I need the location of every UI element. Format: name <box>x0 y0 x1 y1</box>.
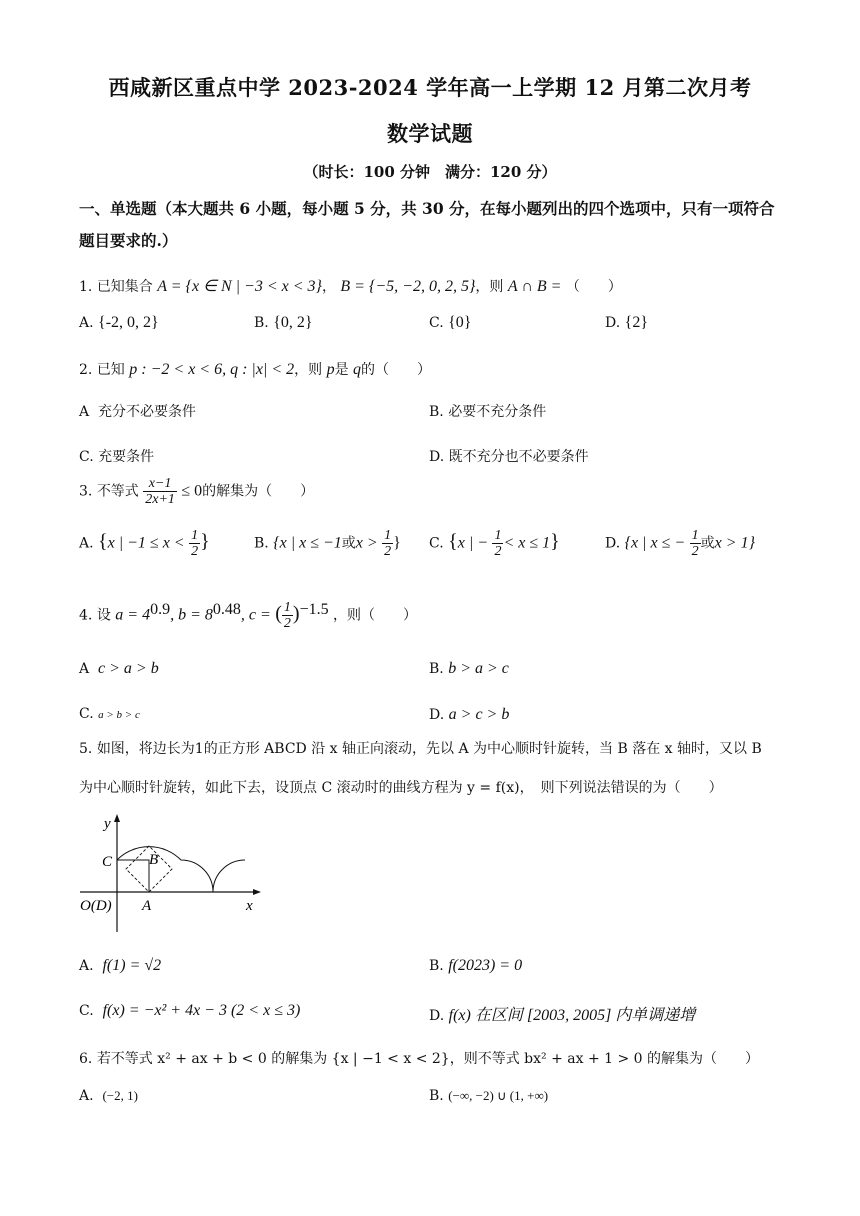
q1-expression: A ∩ B = <box>507 278 562 295</box>
q1-option-b[interactable]: B. {0, 2} <box>254 314 313 331</box>
exam-subject: 数学试题 <box>387 121 473 146</box>
q6-option-b[interactable]: B. (−∞, −2) ∪ (1, +∞) <box>429 1088 549 1104</box>
question-4: 4. 设 $a = 4^{0.9}$, $b = 8^{0.48}$, c = ( $\frac{1}{2}$ )$^{-1.5}$ ，则（ ） <box>79 600 418 631</box>
q3-option-a[interactable]: A. {x | −1 ≤ x < $\frac{1}{2}$ } <box>79 528 210 559</box>
q4-option-a[interactable]: A c > a > b <box>79 660 159 677</box>
x-axis-arrow <box>253 889 261 895</box>
q3-option-b[interactable]: B. {x | x ≤ −1或x > $\frac{1}{2}$ } <box>254 528 401 559</box>
fig-label-origin: O(D) <box>80 898 112 914</box>
question-3: 3. 不等式 $\frac{x-1}{2x+1}$ ≤ 0的解集为（ ） <box>79 476 315 507</box>
y-axis-arrow <box>114 814 120 822</box>
q1-set-a: A = {x ∈ N | −3 < x < 3} <box>157 278 322 295</box>
question-6: 6. 若不等式 x² + ax + b < 0 的解集为 {x | −1 < x < 2}，则不等式 bx² + ax + 1 > 0 的解集为（ ） <box>79 1051 760 1067</box>
question-1: 1. 已知集合 A = {x ∈ N | −3 < x < 3}， B = {−5, −2, 0, 2, 5}，则 A ∩ B = （ ） <box>79 278 622 295</box>
q5-figure <box>76 812 266 937</box>
q4-option-b[interactable]: B. b > a > c <box>429 660 509 677</box>
q2-option-d[interactable]: D. 既不充分也不必要条件 <box>429 449 589 465</box>
q4-option-c[interactable]: C. a > b > c <box>79 706 140 722</box>
q2-option-a[interactable]: A 充分不必要条件 <box>79 404 197 420</box>
q2-condition: p : −2 < x < 6, q : |x| < 2 <box>129 361 295 378</box>
roll-curve <box>117 847 245 892</box>
exam-duration-score: （时长：100 分钟 满分：120 分） <box>303 163 557 181</box>
q1-option-c[interactable]: C. {0} <box>429 314 472 331</box>
fig-label-c: C <box>102 854 113 870</box>
question-5-line2: 为中心顺时针旋转，如此下去，设顶点 C 滚动时的曲线方程为 y = f(x)， 则下列说法错误的为（ ） <box>79 780 723 796</box>
fig-label-y: y <box>104 816 111 832</box>
q3-option-c[interactable]: C. {x | − $\frac{1}{2}$ < x ≤ 1} <box>429 528 560 559</box>
section-heading: 一、单选题（本大题共 6 小题，每小题 5 分，共 30 分，在每小题列出的四个选项中，只有一项符合题目要求的.） <box>79 199 775 250</box>
question-2: 2. 已知 p : −2 < x < 6, q : |x| < 2，则 p是 q的（ ） <box>79 361 432 378</box>
q2-option-c[interactable]: C. 充要条件 <box>79 449 155 465</box>
q5-option-b[interactable]: B. f(2023) = 0 <box>429 957 523 974</box>
q1-number: 1. <box>79 279 93 295</box>
exam-title: 西咸新区重点中学 2023-2024 学年高一上学期 12 月第二次月考 <box>108 75 752 100</box>
q5-option-d[interactable]: D. f(x) 在区间 [2003, 2005] 内单调递增 <box>429 1007 696 1024</box>
q5-option-a[interactable]: A. f(1) = √2 <box>79 957 162 974</box>
q1-set-b: B = {−5, −2, 0, 2, 5} <box>340 278 476 295</box>
q2-option-b[interactable]: B. 必要不充分条件 <box>429 404 547 420</box>
q3-fraction: $\frac{x-1}{2x+1}$ <box>145 476 175 507</box>
q4-option-d[interactable]: D. a > c > b <box>429 706 510 723</box>
q3-option-d[interactable]: D. {x | x ≤ − $\frac{1}{2}$ 或x > 1} <box>605 528 755 559</box>
q1-option-a[interactable]: A. {-2, 0, 2} <box>79 314 159 331</box>
fig-label-b: B <box>149 852 159 868</box>
fig-label-a: A <box>142 898 152 914</box>
fig-label-x: x <box>246 898 253 914</box>
q6-option-a[interactable]: A. (−2, 1) <box>79 1088 138 1104</box>
q1-option-d[interactable]: D. {2} <box>605 314 648 331</box>
question-5-line1: 5. 如图，将边长为1的正方形 ABCD 沿 x 轴正向滚动，先以 A 为中心顺时针旋转，当 B 落在 x 轴时，又以 B <box>79 741 762 757</box>
q5-option-c[interactable]: C. f(x) = −x² + 4x − 3 (2 < x ≤ 3) <box>79 1002 301 1019</box>
